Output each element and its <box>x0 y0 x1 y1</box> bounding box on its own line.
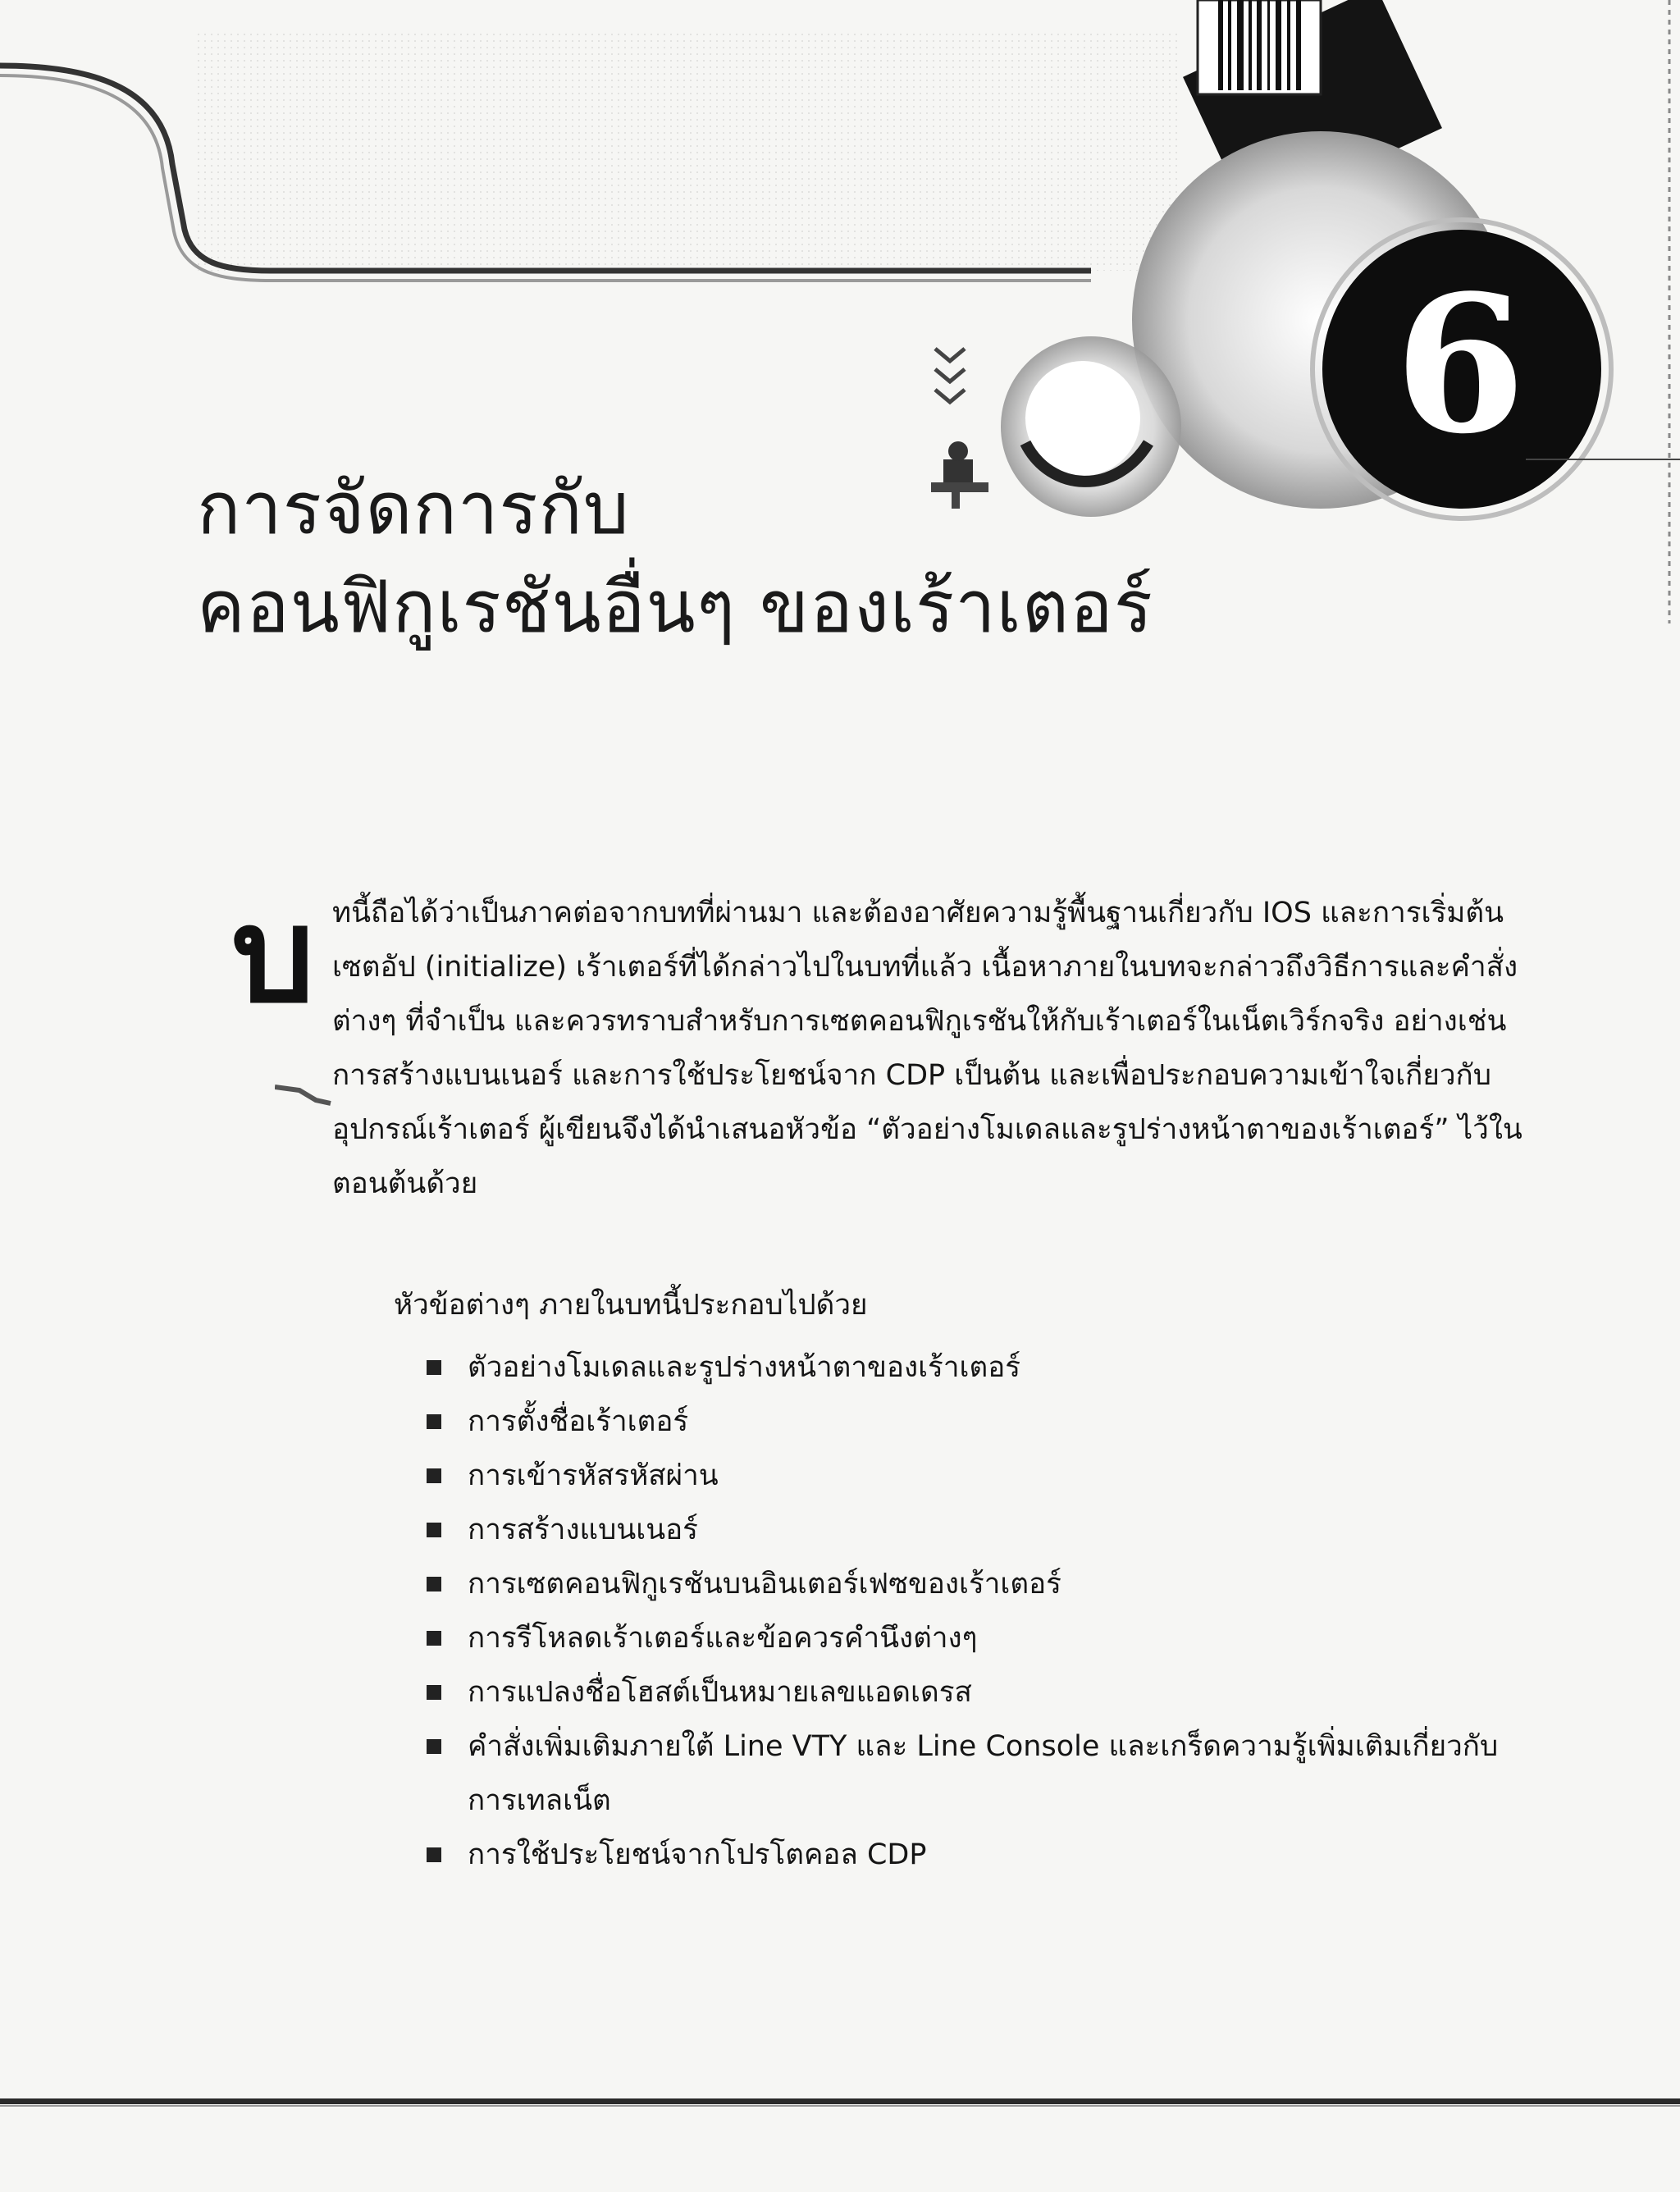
square-bullet-icon <box>427 1847 441 1862</box>
intro-line: ต่างๆ ที่จำเป็น และควรทราบสำหรับการเซตคอนฟิกูเรชันให้กับเร้าเตอร์ในเน็ตเวิร์กจริง อย่างเช่น <box>332 1005 1507 1038</box>
list-item-text: การสร้างแบนเนอร์ <box>468 1514 698 1546</box>
square-bullet-icon <box>427 1739 441 1754</box>
drop-cap: บ <box>231 879 315 1032</box>
dotted-panel <box>197 33 1181 271</box>
list-item <box>427 1503 1526 1557</box>
topics-section <box>394 1278 1526 1882</box>
footer-rule <box>0 2096 1680 2108</box>
intro-line: อุปกรณ์เร้าเตอร์ ผู้เขียนจึงได้นำเสนอหัวข้อ “ตัวอย่างโมเดลและรูปร่างหน้าตาของเร้าเตอร์” ไว้ใน <box>332 1113 1522 1146</box>
list-item <box>427 1449 1526 1503</box>
square-bullet-icon <box>427 1523 441 1537</box>
ink-smudge-icon <box>275 1079 332 1112</box>
chevron-down-icon <box>935 349 965 402</box>
intro-line: เซตอัป (initialize) เร้าเตอร์ที่ได้กล่าวไปในบทที่แล้ว เนื้อหาภายในบทจะกล่าวถึงวิธีการและคำสั่ง <box>332 951 1518 984</box>
chapter-title <box>197 459 1263 656</box>
list-item-text: คำสั่งเพิ่มเติมภายใต้ Line VTY และ Line Console และเกร็ดความรู้เพิ่มเติมเกี่ยวกับ <box>468 1730 1499 1763</box>
square-bullet-icon <box>427 1468 441 1483</box>
list-item <box>427 1665 1526 1719</box>
list-item-text: การใช้ประโยชน์จากโปรโตคอล CDP <box>468 1838 927 1871</box>
intro-line: ตอนต้นด้วย <box>332 1167 478 1200</box>
list-item <box>427 1719 1526 1828</box>
list-item-text: การเข้ารหัสรหัสผ่าน <box>468 1459 719 1492</box>
square-bullet-icon <box>427 1577 441 1591</box>
chapter-title-line-1: การจัดการกับ <box>197 466 630 550</box>
list-item <box>427 1611 1526 1665</box>
square-bullet-icon <box>427 1414 441 1429</box>
list-item-text: การตั้งชื่อเร้าเตอร์ <box>468 1405 689 1438</box>
square-bullet-icon <box>427 1631 441 1646</box>
square-bullet-icon <box>427 1360 441 1375</box>
chapter-number: 6 <box>1394 254 1527 476</box>
list-item <box>427 1557 1526 1611</box>
list-item-text: การรีโหลดเร้าเตอร์และข้อควรคำนึงต่างๆ <box>468 1622 978 1655</box>
intro-line: การสร้างแบนเนอร์ และการใช้ประโยชน์จาก CDP เป็นต้น และเพื่อประกอบความเข้าใจเกี่ยวกับ <box>332 1059 1491 1092</box>
topic-list <box>427 1340 1526 1882</box>
list-item <box>427 1828 1526 1882</box>
square-bullet-icon <box>427 1685 441 1700</box>
list-item-text: การเซตคอนฟิกูเรชันบนอินเตอร์เฟซของเร้าเตอร์ <box>468 1568 1061 1601</box>
chapter-title-line-2: คอนฟิกูเรชันอื่นๆ ของเร้าเตอร์ <box>197 564 1154 649</box>
list-item-text: ตัวอย่างโมเดลและรูปร่างหน้าตาของเร้าเตอร์ <box>468 1351 1021 1384</box>
list-item-text-continuation: การเทลเน็ต <box>468 1784 611 1817</box>
topics-heading: หัวข้อต่างๆ ภายในบทนี้ประกอบไปด้วย <box>394 1289 868 1322</box>
list-item-text: การแปลงชื่อโฮสต์เป็นหมายเลขแอดเดรส <box>468 1676 972 1709</box>
intro-paragraph <box>332 886 1522 1211</box>
list-item <box>427 1340 1526 1395</box>
barcode-stripes <box>1218 0 1301 90</box>
intro-line: ทนี้ถือได้ว่าเป็นภาคต่อจากบทที่ผ่านมา และต้องอาศัยความรู้พื้นฐานเกี่ยวกับ IOS และการเริ่มต้น <box>332 897 1504 929</box>
list-item <box>427 1395 1526 1449</box>
